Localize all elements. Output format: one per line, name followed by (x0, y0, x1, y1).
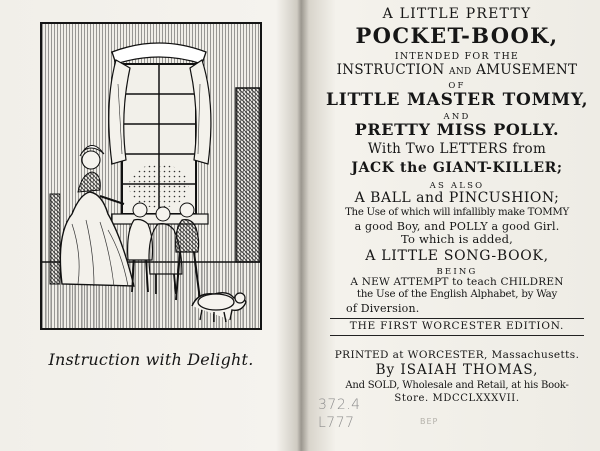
title-line-9: With Two LETTERS from (367, 141, 547, 157)
title-line-7: AND (443, 112, 471, 122)
title-line-20: of Diversion. (346, 302, 420, 315)
title-line-2: POCKET-BOOK, (355, 23, 559, 48)
title-line-10: JACK the GIANT-KILLER; (351, 160, 563, 176)
edition-statement: THE FIRST WORCESTER EDITION. (349, 320, 565, 332)
title-line-8: PRETTY MISS POLLY. (354, 120, 560, 139)
imprint-line-4: Store. MDCCLXXXVII. (394, 393, 520, 404)
title-line-12: A BALL and PINCUSHION; (354, 190, 560, 206)
frontispiece-caption: Instruction with Delight. (48, 350, 254, 369)
title-line-18: A NEW ATTEMPT to teach CHILDREN (350, 276, 564, 288)
title-line-13: The Use of which will infallibly make TOMMY (345, 207, 569, 218)
shelfmark-line-2: L777 (318, 415, 355, 431)
title-line-11: AS ALSO (429, 181, 485, 191)
shelfmark-line-1: 372.4 (318, 397, 361, 413)
frontispiece-engraving (40, 22, 262, 330)
library-stamp: BEP (420, 417, 439, 426)
shelfmark (318, 396, 378, 446)
imprint-line-1: PRINTED at WORCESTER, Massachusetts. (334, 349, 580, 361)
title-line-19: the Use of the English Alphabet, by Way (356, 289, 558, 300)
title-page (326, 0, 588, 451)
title-line-14: a good Boy, and POLLY a good Girl. (354, 220, 560, 233)
title-line-17: BEING (436, 267, 478, 277)
imprint-line-3: And SOLD, Wholesale and Retail, at his Book- (345, 380, 569, 391)
imprint-line-2: By ISAIAH THOMAS, (375, 362, 539, 378)
title-line-4: INSTRUCTION and AMUSEMENT (336, 62, 578, 78)
title-line-3: INTENDED FOR THE (394, 51, 520, 62)
woodcut-illustration (42, 24, 260, 328)
title-line-5: OF (448, 81, 466, 91)
title-line-1: A LITTLE PRETTY (382, 6, 532, 22)
title-line-15: To which is added, (400, 232, 514, 246)
title-line-6: LITTLE MASTER TOMMY, (326, 90, 589, 110)
title-line-16: A LITTLE SONG-BOOK, (365, 248, 549, 264)
